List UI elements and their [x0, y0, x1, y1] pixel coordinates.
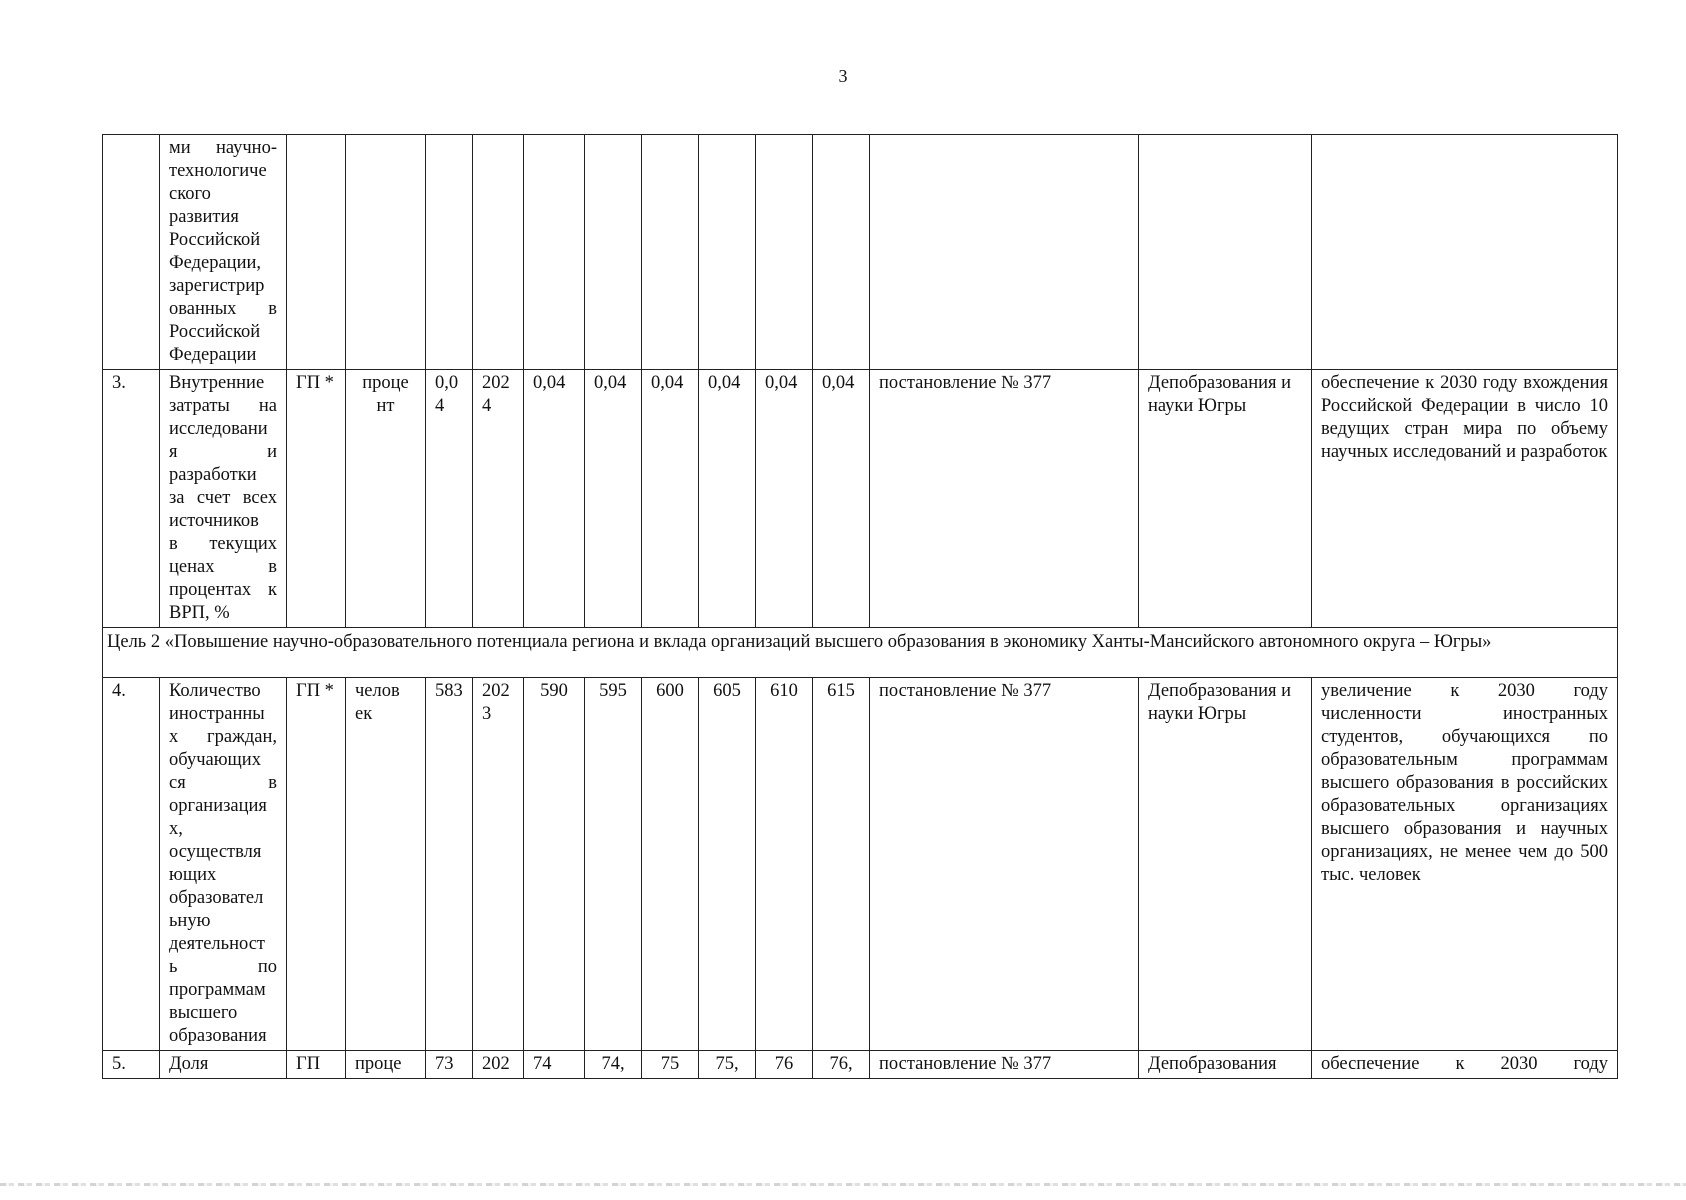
cell-2026 [585, 135, 642, 370]
cell-source: ГП * [287, 370, 346, 628]
cell-unit: челов ек [346, 678, 426, 1051]
table-row-3 [103, 370, 1618, 628]
name-line: ся в [169, 773, 277, 793]
cell-document: постановление № 377 [870, 678, 1139, 1051]
name-line: обучающих [169, 750, 261, 770]
cell-2025 [524, 135, 585, 370]
cell-national-goal-link: увеличение к 2030 году численности иностранных студентов, обучающихся по образовательным программам высшего образования в российских образовательных организациях высшего образования и научных организациях, не менее чем до 500 тыс. человек [1312, 678, 1618, 1051]
page-number: 3 [838, 66, 848, 86]
name-line: технологиче [169, 161, 267, 181]
cell-source: ГП [287, 1051, 346, 1079]
cell-2026: 595 [585, 678, 642, 1051]
name-line: образования [169, 1026, 267, 1046]
name-line: ми научно- [169, 138, 277, 158]
name-line: х, [169, 819, 183, 839]
cell-2027 [642, 135, 699, 370]
cell-2025: 590 [524, 678, 585, 1051]
name-line: ющих [169, 865, 217, 885]
name-line: ского [169, 184, 211, 204]
cell-base-year [473, 135, 524, 370]
cell-2026: 0,04 [585, 370, 642, 628]
name-line: ованных в [169, 299, 277, 319]
cell-2030 [813, 135, 870, 370]
table-row-goal-2 [103, 628, 1618, 678]
cell-2030: 615 [813, 678, 870, 1051]
name-line: осуществля [169, 842, 262, 862]
cell-indicator-name: Доля [160, 1051, 287, 1079]
cell-2030: 0,04 [813, 370, 870, 628]
cell-national-goal-link: обеспечение к 2030 году [1312, 1051, 1618, 1079]
cell-base-year: 2024 [473, 370, 524, 628]
cell-indicator-name [160, 678, 287, 1051]
cell-base-year: 2023 [473, 678, 524, 1051]
goal-2-heading: Цель 2 «Повышение научно-образовательного потенциала региона и вклада организаций высшего образования в экономику Ханты-Мансийского автономного округа – Югры» [103, 628, 1618, 678]
cell-2025: 74 [524, 1051, 585, 1079]
cell-2028 [699, 135, 756, 370]
cell-2028: 75, [699, 1051, 756, 1079]
cell-2029: 610 [756, 678, 813, 1051]
cell-2025: 0,04 [524, 370, 585, 628]
cell-2026: 74, [585, 1051, 642, 1079]
cell-unit [346, 135, 426, 370]
cell-2028: 0,04 [699, 370, 756, 628]
cell-base-year: 202 [473, 1051, 524, 1079]
name-line: Федерации, [169, 253, 261, 273]
name-line: организация [169, 796, 267, 816]
cell-2030: 76, [813, 1051, 870, 1079]
name-line: Количество [169, 681, 261, 701]
cell-unit: проце [346, 1051, 426, 1079]
cell-2027: 75 [642, 1051, 699, 1079]
cell-base-value: 73 [426, 1051, 473, 1079]
name-line: образовател [169, 888, 264, 908]
cell-responsible: Депобразования и науки Югры [1139, 678, 1312, 1051]
cell-source: ГП * [287, 678, 346, 1051]
name-line: программам [169, 980, 266, 1000]
cell-2027: 600 [642, 678, 699, 1051]
cell-document: постановление № 377 [870, 1051, 1139, 1079]
cell-responsible [1139, 135, 1312, 370]
cell-national-goal-link: обеспечение к 2030 году вхождения Российской Федерации в число 10 ведущих стран мира по объему научных исследований и разработок [1312, 370, 1618, 628]
name-line: в текущих [169, 534, 277, 554]
name-line: Федерации [169, 345, 257, 365]
table-row-5 [103, 1051, 1618, 1079]
cell-responsible: Депобразования [1139, 1051, 1312, 1079]
name-line: ВРП, % [169, 603, 230, 623]
name-line: Российской [169, 230, 261, 250]
cell-indicator-name [160, 135, 287, 370]
name-line: Внутренние [169, 373, 265, 393]
cell-2029: 76 [756, 1051, 813, 1079]
cell-num: 4. [103, 678, 160, 1051]
name-line: х граждан, [169, 727, 277, 747]
cell-num: 3. [103, 370, 160, 628]
name-line: разработки [169, 465, 257, 485]
table-row-continuation [103, 135, 1618, 370]
cell-unit: проце нт [346, 370, 426, 628]
scan-artifact-line [0, 1183, 1686, 1186]
name-line: деятельност [169, 934, 266, 954]
cell-base-value: 0,04 [426, 370, 473, 628]
name-line: иностранны [169, 704, 265, 724]
cell-document [870, 135, 1139, 370]
name-line: высшего [169, 1003, 238, 1023]
name-line: затраты на [169, 396, 277, 416]
cell-base-value: 583 [426, 678, 473, 1051]
cell-2029: 0,04 [756, 370, 813, 628]
name-line: Российской [169, 322, 261, 342]
table-row-4 [103, 678, 1618, 1051]
name-line: развития [169, 207, 239, 227]
cell-2029 [756, 135, 813, 370]
name-line: ь по [169, 957, 277, 977]
cell-base-value [426, 135, 473, 370]
cell-num: 5. [103, 1051, 160, 1079]
cell-national-goal-link [1312, 135, 1618, 370]
cell-2028: 605 [699, 678, 756, 1051]
name-line: исследовани [169, 419, 268, 439]
cell-2027: 0,04 [642, 370, 699, 628]
cell-responsible: Депобразования и науки Югры [1139, 370, 1312, 628]
name-line: ценах в [169, 557, 277, 577]
name-line: зарегистрир [169, 276, 265, 296]
name-line: за счет всех [169, 488, 277, 508]
name-line: источников [169, 511, 259, 531]
cell-document: постановление № 377 [870, 370, 1139, 628]
cell-num [103, 135, 160, 370]
cell-source [287, 135, 346, 370]
indicators-table [102, 134, 1618, 1079]
name-line: ьную [169, 911, 211, 931]
name-line: процентах к [169, 580, 277, 600]
cell-indicator-name [160, 370, 287, 628]
name-line: я и [169, 442, 277, 462]
